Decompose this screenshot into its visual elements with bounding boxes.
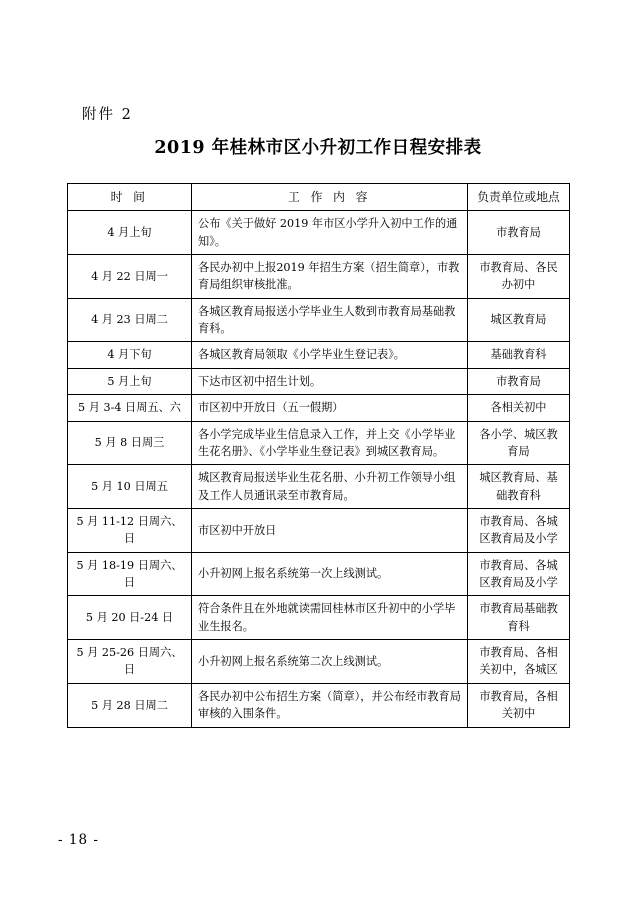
column-header-unit: 负责单位或地点 [468, 184, 570, 211]
table-row [68, 640, 570, 684]
table-row [68, 255, 570, 299]
cell-time: 4 月下旬 [68, 342, 192, 368]
cell-time: 5 月 25-26 日周六、日 [68, 640, 192, 684]
table-row [68, 683, 570, 727]
cell-time: 5 月 8 日周三 [68, 421, 192, 465]
cell-content: 各民办初中公布招生方案（简章），并公布经市教育局审核的入围条件。 [192, 683, 468, 727]
cell-content: 市区初中开放日 [192, 508, 468, 552]
cell-unit: 市教育局 [468, 368, 570, 394]
cell-unit: 市教育局 [468, 211, 570, 255]
cell-content: 各城区教育局报送小学毕业生人数到市教育局基础教育科。 [192, 298, 468, 342]
cell-content: 各民办初中上报2019 年招生方案（招生简章），市教育局组织审核批准。 [192, 255, 468, 299]
table-row [68, 596, 570, 640]
cell-content: 各小学完成毕业生信息录入工作，并上交《小学毕业生花名册》、《小学毕业生登记表》到城区教育局。 [192, 421, 468, 465]
cell-unit: 市教育局、各城区教育局及小学 [468, 552, 570, 596]
table-row [68, 368, 570, 394]
cell-content: 小升初网上报名系统第二次上线测试。 [192, 640, 468, 684]
attachment-label: 附件 2 [82, 107, 133, 123]
cell-content: 市区初中开放日（五一假期） [192, 395, 468, 421]
page-title: 2019 年桂林市区小升初工作日程安排表 [154, 138, 482, 158]
cell-time: 4 月 23 日周二 [68, 298, 192, 342]
cell-content: 小升初网上报名系统第一次上线测试。 [192, 552, 468, 596]
cell-unit: 城区教育局、基础教育科 [468, 465, 570, 509]
cell-time: 5 月 3-4 日周五、六 [68, 395, 192, 421]
cell-unit: 各小学、城区教育局 [468, 421, 570, 465]
cell-content: 符合条件且在外地就读需回桂林市区升初中的小学毕业生报名。 [192, 596, 468, 640]
cell-time: 5 月 11-12 日周六、日 [68, 508, 192, 552]
table-row [68, 508, 570, 552]
table-row [68, 211, 570, 255]
cell-unit: 市教育局，各相关初中 [468, 683, 570, 727]
cell-content: 下达市区初中招生计划。 [192, 368, 468, 394]
cell-content: 公布《关于做好 2019 年市区小学升入初中工作的通知》。 [192, 211, 468, 255]
cell-time: 4 月上旬 [68, 211, 192, 255]
table-row [68, 342, 570, 368]
cell-unit: 市教育局、各相关初中，各城区 [468, 640, 570, 684]
cell-unit: 市教育局基础教育科 [468, 596, 570, 640]
cell-time: 4 月 22 日周一 [68, 255, 192, 299]
cell-unit: 市教育局、各民办初中 [468, 255, 570, 299]
cell-unit: 各相关初中 [468, 395, 570, 421]
cell-time: 5 月 20 日-24 日 [68, 596, 192, 640]
table-row [68, 298, 570, 342]
cell-unit: 基础教育科 [468, 342, 570, 368]
cell-content: 各城区教育局领取《小学毕业生登记表》。 [192, 342, 468, 368]
cell-time: 5 月 28 日周二 [68, 683, 192, 727]
cell-content: 城区教育局报送毕业生花名册、小升初工作领导小组及工作人员通讯录至市教育局。 [192, 465, 468, 509]
page-number: - 18 - [58, 832, 99, 848]
table-row [68, 395, 570, 421]
cell-unit: 城区教育局 [468, 298, 570, 342]
table-row [68, 552, 570, 596]
cell-time: 5 月 10 日周五 [68, 465, 192, 509]
table-header-row [68, 184, 570, 211]
cell-time: 5 月 18-19 日周六、日 [68, 552, 192, 596]
column-header-time: 时 间 [68, 184, 192, 211]
table-row [68, 465, 570, 509]
table-row [68, 421, 570, 465]
schedule-table [67, 183, 570, 728]
cell-time: 5 月上旬 [68, 368, 192, 394]
cell-unit: 市教育局、各城区教育局及小学 [468, 508, 570, 552]
column-header-content: 工 作 内 容 [192, 184, 468, 211]
